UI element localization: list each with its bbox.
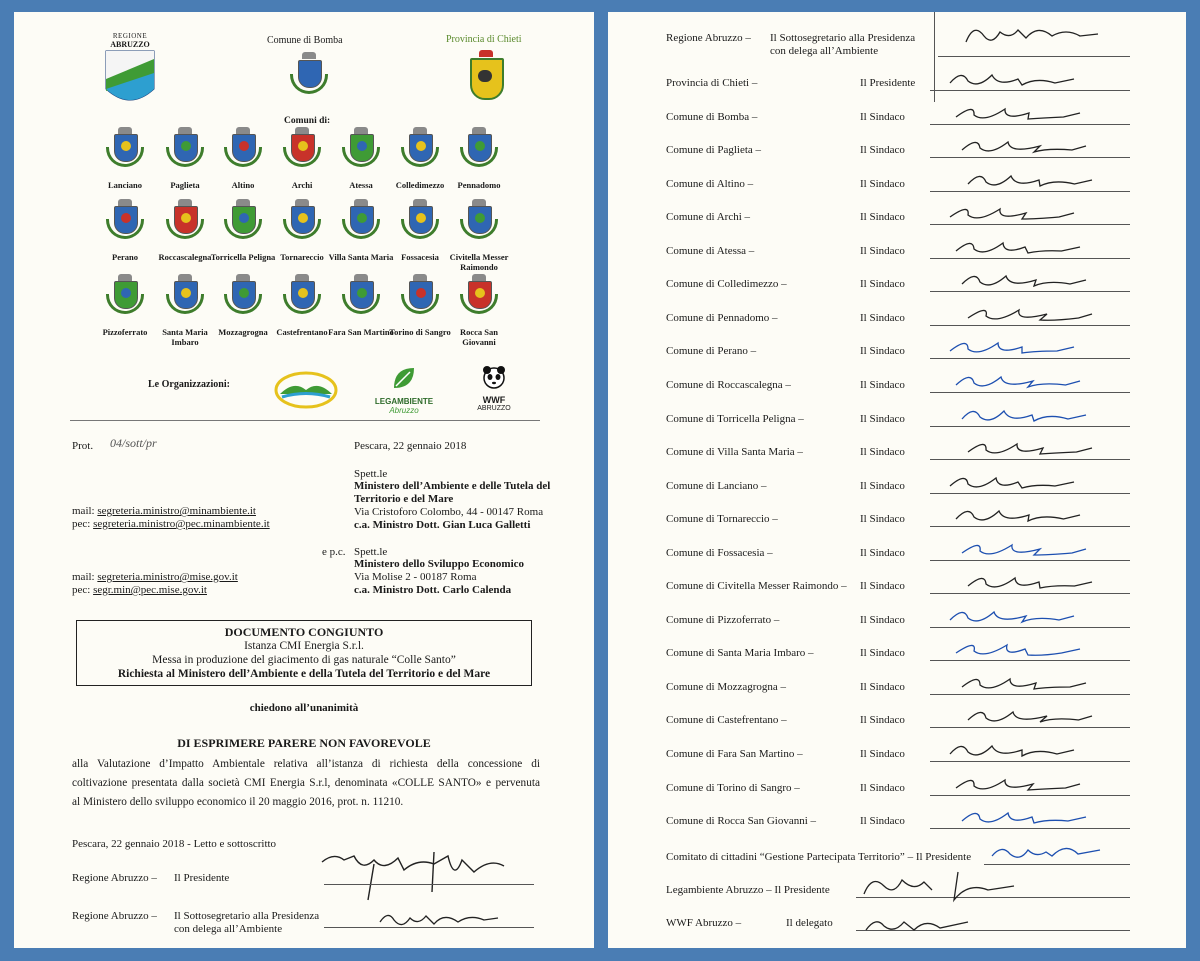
comuni-di-label: Comuni di:: [284, 116, 331, 126]
para-line1: alla Valutazione d’Impatto Ambientale relativa all’istanza di richiesta della concessione di: [72, 758, 540, 770]
spett-1: Spett.le: [354, 468, 388, 480]
comune-crest-icon: [105, 127, 145, 173]
comune-crest-icon: [341, 199, 381, 245]
comune-crest-label: Colledimezzo: [395, 180, 445, 190]
signatory-entity: Comune di Fossacesia –: [666, 547, 773, 559]
first-role-line2: con delega all’Ambiente: [770, 45, 879, 57]
signature-comitato: [988, 838, 1108, 864]
first-entity: Regione Abruzzo –: [666, 32, 751, 44]
signature-mark: [946, 736, 1096, 764]
signatory-role: Il Sindaco: [860, 345, 905, 357]
pec-2: [72, 584, 207, 597]
comune-crest-label: Perano: [112, 252, 138, 262]
comune-crest-icon: [400, 199, 440, 245]
sign1-entity: Regione Abruzzo –: [72, 872, 157, 884]
comune-crest-icon: [105, 274, 145, 320]
pec-1-label: pec:: [72, 518, 94, 530]
comune-crest-label: Torricella Peligna: [210, 252, 276, 262]
comune-crest-label: Fossacesia: [401, 252, 439, 262]
para-line2: coltivazione presentata dalla società CMI Energia S.r.l, denominata «COLLE SANTO» e pervenuta: [72, 777, 540, 789]
left-bracket-line: [934, 12, 935, 102]
ministry1-address: Via Cristoforo Colombo, 44 - 00147 Roma: [354, 506, 544, 518]
signature-mark: [946, 468, 1096, 496]
signature-legambiente: [858, 864, 1058, 904]
comune-crest-icon: [341, 127, 381, 173]
signature-mark: [952, 635, 1102, 663]
pec-1: [72, 518, 270, 531]
signatory-role: Il Sindaco: [860, 647, 905, 659]
leaf-icon: [390, 364, 418, 392]
signatory-role: Il Sindaco: [860, 278, 905, 290]
letter-page-left: [14, 12, 594, 948]
ministry2: Ministero dello Sviluppo Economico: [354, 558, 525, 570]
signature-mark: [958, 803, 1108, 831]
signature-mark: [946, 199, 1096, 227]
signature-mark: [946, 602, 1096, 630]
comune-crest-icon: [400, 274, 440, 320]
comune-crest-label: Pizzoferrato: [102, 327, 148, 337]
ministry1-line1: Ministero dell’Ambiente e delle Tutela del: [354, 480, 551, 492]
comune-crest-icon: [165, 199, 205, 245]
wwf-abruzzo-text: ABRUZZO: [477, 405, 511, 412]
signatory-role: Il Sindaco: [860, 379, 905, 391]
chieti-crest-icon: [464, 50, 508, 112]
comune-crest-icon: [459, 274, 499, 320]
comune-bomba-label: Comune di Bomba: [267, 35, 343, 46]
signatory-role: Il Sindaco: [860, 144, 905, 156]
comune-crest-label: Pennadomo: [457, 180, 501, 190]
signature-first: [958, 14, 1118, 54]
comitato-logo: [272, 370, 340, 410]
signature-mark: [952, 501, 1102, 529]
signatory-role: Il Sindaco: [860, 782, 905, 794]
signatory-role: Il Sindaco: [860, 111, 905, 123]
signatory-role: Il Sindaco: [860, 312, 905, 324]
signature-mark: [958, 401, 1108, 429]
mail-2-link[interactable]: segreteria.ministro@mise.gov.it: [97, 571, 238, 583]
sign2-role-line2: con delega all’Ambiente: [174, 923, 283, 935]
comune-crest-label: Mozzagrogna: [218, 327, 268, 337]
signatory-entity: Comune di Lanciano –: [666, 480, 767, 492]
comune-crest-label: Altino: [231, 180, 255, 190]
mail-1-link[interactable]: segreteria.ministro@minambiente.it: [97, 505, 256, 517]
signatory-role: Il Sindaco: [860, 211, 905, 223]
header-divider: [70, 420, 540, 421]
documento-line2: Istanza CMI Energia S.r.l.: [244, 640, 364, 652]
legambiente-text: LEGAMBIENTE: [374, 397, 434, 406]
mail-1: [72, 505, 256, 518]
pec-1-link[interactable]: segreteria.ministro@pec.minambiente.it: [93, 518, 270, 530]
signatory-role: Il Sindaco: [860, 245, 905, 257]
signatory-entity: Comune di Castefrentano –: [666, 714, 787, 726]
comune-crest-icon: [223, 199, 263, 245]
mail-2-label: mail:: [72, 571, 98, 583]
signatory-entity: Comune di Atessa –: [666, 245, 755, 257]
regione-label: REGIONE: [112, 32, 148, 40]
para-line3: al Ministero dello sviluppo economico il 20 maggio 2016, prot. n. 11210.: [72, 796, 404, 808]
signatory-entity: Comune di Archi –: [666, 211, 751, 223]
comune-crest-label: Civitella Messer Raimondo: [449, 252, 509, 272]
comune-crest-icon: [223, 274, 263, 320]
ministry1-line2: Territorio e del Mare: [354, 493, 454, 505]
comune-crest-label: Torino di Sangro: [389, 327, 451, 337]
letto-sottoscritto: Pescara, 22 gennaio 2018 - Letto e sottoscritto: [72, 838, 277, 850]
signature-mark: [952, 770, 1102, 798]
signatory-role: Il Sindaco: [860, 513, 905, 525]
signatory-entity: Comune di Torino di Sangro –: [666, 782, 800, 794]
first-role-line1: Il Sottosegretario alla Presidenza: [770, 32, 916, 44]
signatory-entity: Comune di Colledimezzo –: [666, 278, 787, 290]
signatory-role: Il Sindaco: [860, 748, 905, 760]
signatory-role: Il Sindaco: [860, 178, 905, 190]
signatory-role: Il Sindaco: [860, 681, 905, 693]
signature-mark: [952, 367, 1102, 395]
wwf-text: WWF: [482, 395, 506, 405]
legambiente-abruzzo-text: Abruzzo: [389, 406, 419, 415]
legambiente-logo: [374, 364, 434, 415]
comune-crest-icon: [282, 274, 322, 320]
signature-mark: [958, 669, 1108, 697]
signatory-role: Il Sindaco: [860, 815, 905, 827]
comune-crest-icon: [165, 127, 205, 173]
signatory-role: Il Sindaco: [860, 714, 905, 726]
signatory-entity: Comune di Bomba –: [666, 111, 758, 123]
comune-crest-label: Paglieta: [170, 180, 200, 190]
panda-icon: [481, 364, 507, 390]
regione-abruzzo-logo: [104, 32, 156, 116]
signature-mark: [964, 568, 1114, 596]
signature-mark: [964, 300, 1114, 328]
signatory-role: Il Sindaco: [860, 614, 905, 626]
comune-crest-label: Castefrentano: [276, 327, 328, 337]
comune-crest-label: Archi: [291, 180, 313, 190]
wwf-logo: [469, 364, 519, 412]
ministry1-ca: c.a. Ministro Dott. Gian Luca Galletti: [354, 519, 531, 531]
sign1-role: Il Presidente: [174, 872, 230, 884]
first-sign-line: [938, 56, 1130, 57]
signatory-entity: Comune di Pennadomo –: [666, 312, 778, 324]
signatory-entity: Comune di Tornareccio –: [666, 513, 778, 525]
comune-crest-icon: [459, 199, 499, 245]
signatory-entity: Comune di Villa Santa Maria –: [666, 446, 803, 458]
comune-crest-label: Villa Santa Maria: [328, 252, 394, 262]
pec-2-label: pec:: [72, 584, 94, 596]
ministry2-ca: c.a. Ministro Dott. Carlo Calenda: [354, 584, 512, 596]
sign1-line: [324, 884, 534, 885]
signatory-entity: Comune di Rocca San Giovanni –: [666, 815, 817, 827]
signature-sottosegretario: [374, 904, 504, 938]
date-place: Pescara, 22 gennaio 2018: [354, 440, 467, 452]
documento-title: DOCUMENTO CONGIUNTO: [224, 625, 384, 639]
signatory-entity: Comune di Torricella Peligna –: [666, 413, 804, 425]
legambiente-sign-label: Legambiente Abruzzo – Il Presidente: [666, 884, 830, 896]
provincia-label: Provincia di Chieti: [446, 34, 522, 45]
signature-mark: [958, 266, 1108, 294]
comitato-label: Comitato di cittadini “Gestione Partecipata Territorio” – Il Presidente: [666, 851, 972, 863]
comune-crest-icon: [165, 274, 205, 320]
prot-value: 04/sott/pr: [110, 436, 157, 450]
signature-mark: [952, 233, 1102, 261]
signature-mark: [958, 132, 1108, 160]
abruzzo-label: ABRUZZO: [110, 40, 150, 49]
comune-crest-icon: [400, 127, 440, 173]
sign2-line: [324, 927, 534, 928]
documento-box: [76, 620, 532, 686]
signature-mark: [964, 434, 1114, 462]
comune-crest-icon: [105, 199, 145, 245]
signatory-entity: Comune di Santa Maria Imbaro –: [666, 647, 814, 659]
pec-2-link[interactable]: segr.min@pec.mise.gov.it: [93, 584, 207, 596]
letter-page-right: [608, 12, 1186, 948]
mail-2: [72, 571, 238, 584]
documento-line3: Messa in produzione del giacimento di gas naturale “Colle Santo”: [152, 654, 456, 666]
sign2-entity: Regione Abruzzo –: [72, 910, 157, 922]
comune-crest-icon: [223, 127, 263, 173]
comune-crest-label: Santa Maria Imbaro: [162, 327, 208, 347]
signatory-entity: Comune di Fara San Martino –: [666, 748, 803, 760]
signatory-entity: Comune di Roccascalegna –: [666, 379, 791, 391]
chiedono-text: chiedono all’unanimità: [249, 702, 359, 714]
mail-1-label: mail:: [72, 505, 98, 517]
epc-label: e p.c.: [322, 546, 346, 558]
signatory-role: Il Sindaco: [860, 480, 905, 492]
signatory-entity: Comune di Altino –: [666, 178, 754, 190]
signatory-entity: Comune di Paglieta –: [666, 144, 762, 156]
comune-crest-label: Fara San Martino: [328, 327, 394, 337]
bomba-crest-icon: [289, 52, 329, 104]
signature-mark: [964, 166, 1114, 194]
signatory-role: Il Sindaco: [860, 580, 905, 592]
comune-crest-icon: [341, 274, 381, 320]
comune-crest-icon: [282, 127, 322, 173]
signature-mark: [958, 535, 1108, 563]
signatory-role: Il Sindaco: [860, 413, 905, 425]
signatory-entity: Comune di Mozzagrogna –: [666, 681, 787, 693]
signature-presidente: [314, 842, 514, 902]
signatory-entity: Provincia di Chieti –: [666, 77, 758, 89]
comune-crest-label: Atessa: [349, 180, 373, 190]
signatory-role: Il Sindaco: [860, 547, 905, 559]
signature-mark: [946, 65, 1096, 93]
comune-crest-label: Lanciano: [107, 180, 142, 190]
wwf-entity: WWF Abruzzo –: [666, 917, 742, 929]
signature-mark: [964, 702, 1114, 730]
parere-heading: DI ESPRIMERE PARERE NON FAVOREVOLE: [177, 736, 431, 750]
signatory-role: Il Presidente: [860, 77, 916, 89]
spett-2: Spett.le: [354, 546, 388, 558]
comune-crest-label: Tornareccio: [280, 252, 324, 262]
comune-crest-icon: [459, 127, 499, 173]
signature-mark: [946, 333, 1096, 361]
organizzazioni-label: Le Organizzazioni:: [148, 379, 230, 390]
signatory-role: Il Sindaco: [860, 446, 905, 458]
comune-crest-label: Rocca San Giovanni: [459, 327, 498, 347]
prot-label: Prot.: [72, 440, 94, 452]
documento-line4: Richiesta al Ministero dell’Ambiente e della Tutela del Territorio e del Mare: [117, 668, 491, 680]
sign2-role-line1: Il Sottosegretario alla Presidenza: [174, 910, 320, 922]
signatory-entity: Comune di Pizzoferrato –: [666, 614, 780, 626]
abruzzo-flag-icon: [104, 49, 156, 111]
signatory-entity: Comune di Perano –: [666, 345, 757, 357]
signature-wwf: [860, 908, 1010, 938]
ministry2-address: Via Molise 2 - 00187 Roma: [354, 571, 477, 583]
comune-crest-label: Roccascalegna: [158, 252, 212, 262]
signatory-entity: Comune di Civitella Messer Raimondo –: [666, 580, 847, 592]
comune-crest-icon: [282, 199, 322, 245]
signature-mark: [952, 99, 1102, 127]
wwf-role: Il delegato: [786, 917, 833, 929]
